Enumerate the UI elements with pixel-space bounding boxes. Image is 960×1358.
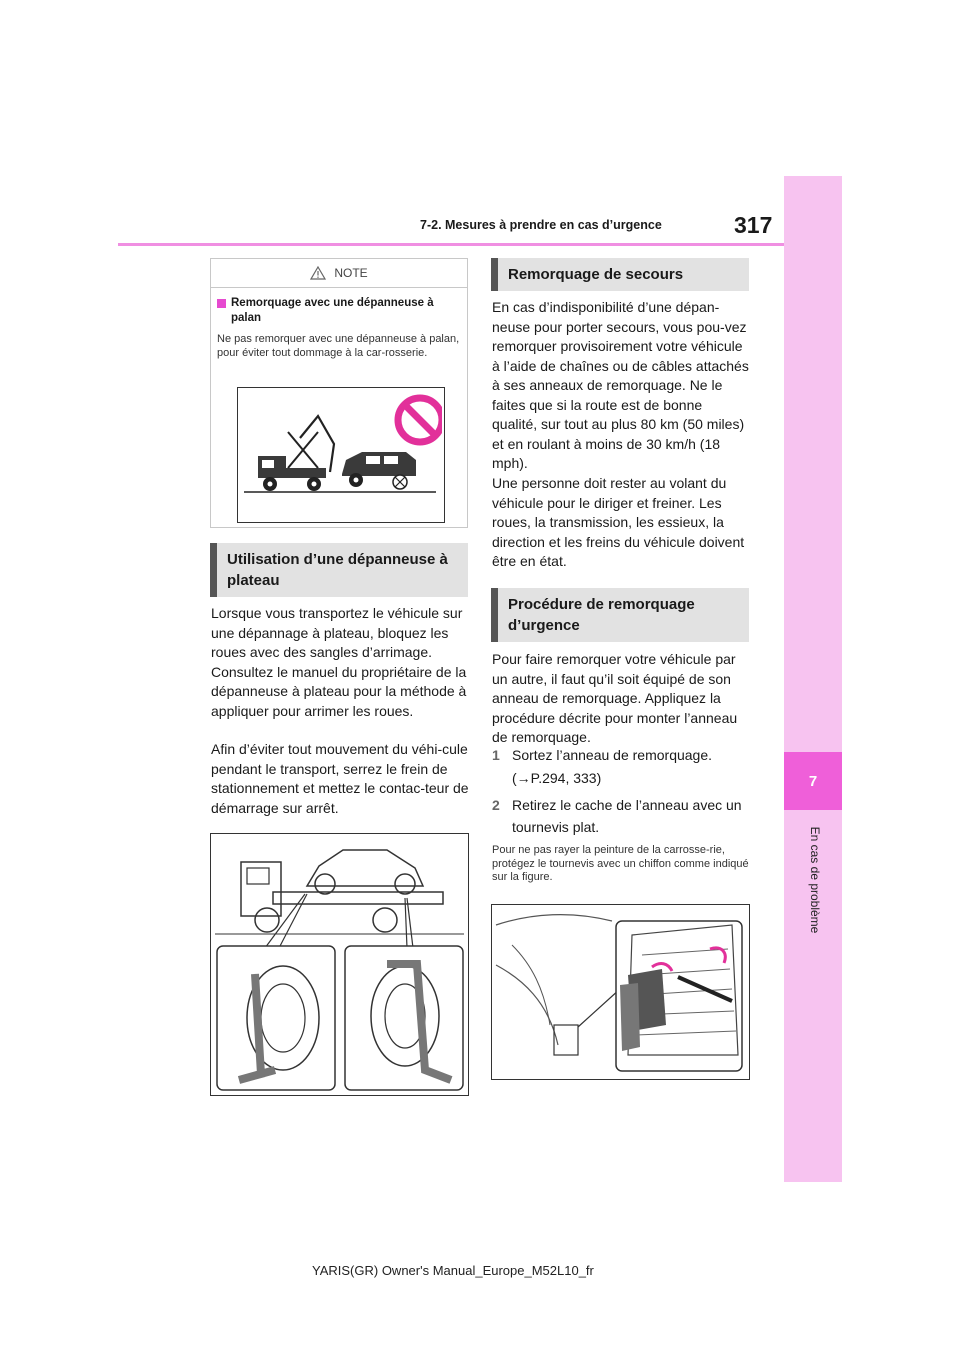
section-title-emergency <box>491 258 749 291</box>
step-1-reference: (→P.294, 333) <box>512 770 602 786</box>
tow-hook-cover-illustration <box>491 904 750 1080</box>
pink-square-icon <box>217 299 226 308</box>
procedure-small-note: Pour ne pas rayer la peinture de la carrosse-rie, protégez le tournevis avec un chiffon comme indiqué sur la figure. <box>492 844 749 883</box>
note-body: Ne pas remorquer avec une dépanneuse à palan, pour éviter tout dommage à la car-rosserie. <box>217 333 460 359</box>
flatbed-paragraph-1: Lorsque vous transportez le véhicule sur une dépannage à plateau, bloquez les roues avec des sangles d’arrimage. Consultez le manuel du propriétaire de la dépanneuse à plateau pour la méthode à appliquer pour arrimer les roues. <box>211 605 467 719</box>
hoist-tow-truck-illustration <box>237 387 445 523</box>
note-box <box>210 258 468 528</box>
footer-document-id: YARIS(GR) Owner's Manual_Europe_M52L10_fr <box>312 1263 594 1278</box>
section-header: 7-2. Mesures à prendre en cas d’urgence <box>420 218 662 232</box>
emergency-paragraph-1: En cas d’indisponibilité d’une dépan-neuse pour porter secours, vous pou-vez remorquer provisoirement votre véhicule à l’aide de chaînes ou de câbles attachés à ses anneaux de remorquage. Ne le faites que si la route est de bonne qualité, sur tout au plus 80 km (50 miles) et en roulant à moins de 30 km/h (18 mph). <box>492 299 749 471</box>
step-1-ref <box>512 767 750 789</box>
note-header <box>211 259 467 288</box>
note-title-text: Remorquage avec une dépanneuse à palan <box>231 297 434 324</box>
note-title <box>217 296 461 326</box>
header-rule <box>118 243 784 246</box>
step-1-number: 1 <box>492 747 500 763</box>
section-title-procedure-text: Procédure de remorquage d’urgence <box>508 596 695 634</box>
step-1 <box>492 744 750 766</box>
warning-icon <box>310 266 326 280</box>
flatbed-paragraph-2: Afin d’éviter tout mouvement du véhi-cule pendant le transport, serrez le frein de stationnement et mettez le contac-teur de démarrage sur arrêt. <box>211 741 469 816</box>
section-title-flatbed-text: Utilisation d’une dépanneuse à plateau <box>227 551 448 589</box>
chapter-label: En cas de problème <box>808 826 822 934</box>
step-2 <box>492 794 744 838</box>
flatbed-truck-illustration <box>210 833 469 1096</box>
chapter-number: 7 <box>784 752 842 810</box>
section-title-procedure <box>491 588 749 642</box>
step-2-number: 2 <box>492 797 500 813</box>
chapter-tab <box>784 176 842 1182</box>
step-2-text: Retirez le cache de l’anneau avec un tournevis plat. <box>512 797 742 835</box>
note-label: NOTE <box>334 266 368 280</box>
section-title-flatbed <box>210 543 468 597</box>
section-title-emergency-text: Remorquage de secours <box>508 266 684 283</box>
page-number: 317 <box>734 212 773 238</box>
emergency-paragraph-2: Une personne doit rester au volant du véhicule pour le diriger et freiner. Les roues, la transmission, les essieux, la direction et les freins du véhicule doivent être en état. <box>492 475 745 569</box>
procedure-paragraph: Pour faire remorquer votre véhicule par un autre, il faut qu’il soit équipé de son anneau de remorquage. Appliquez la procédure décrite pour monter l’anneau de remorquage. <box>492 651 738 745</box>
step-1-text: Sortez l’anneau de remorquage. <box>512 747 713 763</box>
